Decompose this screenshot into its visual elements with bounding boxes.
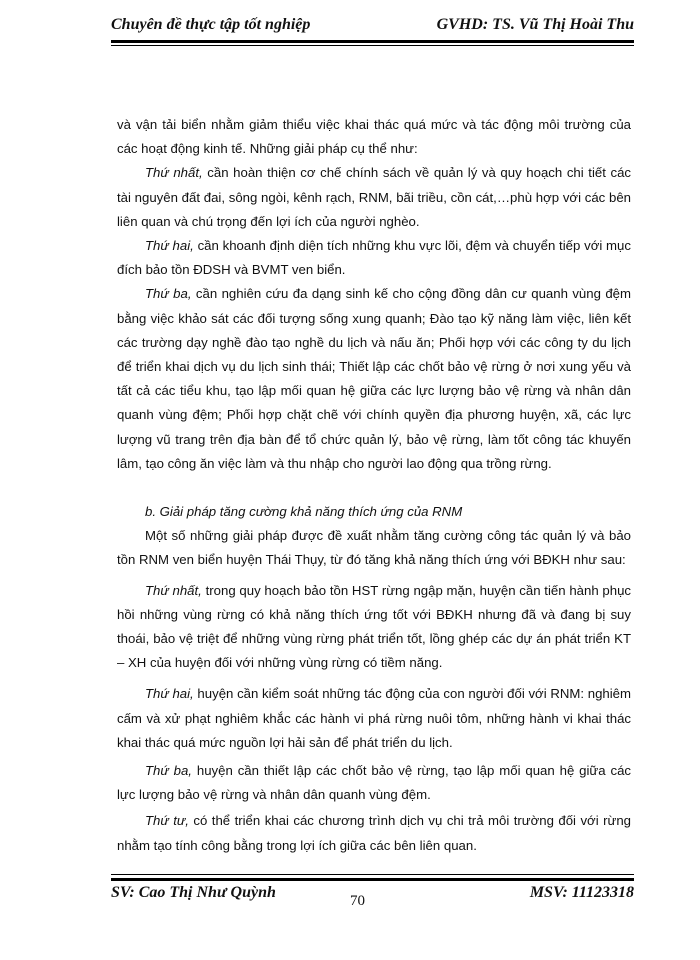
paragraph-label: Thứ hai,	[145, 686, 194, 702]
document-body	[117, 113, 631, 858]
paragraph-section-intro: Một số những giải pháp được đề xuất nhằm tăng cường công tác quản lý và bảo tồn RNM ven biển huyện Thái Thụy, từ đó tăng khả năng thích ứng với BĐKH như sau:	[117, 528, 631, 568]
paragraph-second: Thứ hai, cần khoanh định diện tích những khu vực lõi, đệm và chuyển tiếp với mục đích bảo tồn ĐDSH và BVMT ven biển.	[117, 238, 631, 278]
paragraph-label: Thứ ba,	[145, 763, 192, 779]
header-rule-thick	[111, 40, 634, 43]
page-header	[111, 14, 634, 36]
paragraph-intro: và vận tải biển nhằm giảm thiểu việc khai thác quá mức và tác động môi trường của các hoạt động kinh tế. Những giải pháp cụ thể như:	[117, 117, 631, 157]
header-title: Chuyên đề thực tập tốt nghiệp	[111, 16, 311, 33]
paragraph-label: Thứ ba,	[145, 286, 192, 302]
paragraph-third: Thứ ba, huyện cần thiết lập các chốt bảo vệ rừng, tạo lập mối quan hệ giữa các lực lượng bảo vệ rừng và nhân dân quanh vùng đệm.	[117, 763, 632, 803]
paragraph-fourth: Thứ tư, có thể triển khai các chương trình dịch vụ chi trả môi trường đối với rừng nhằm tạo tính công bằng trong lợi ích giữa các bên liên quan.	[117, 813, 631, 853]
paragraph-first: Thứ nhất, trong quy hoạch bảo tồn HST rừng ngập mặn, huyện cần tiến hành phục hồi những vùng rừng có khả năng thích ứng tốt với BĐKH nhưng đã và đang bị suy thoái, bảo vệ triệt để những vùng rừng phát triển tốt, lồng ghép các dự án phát triển KT – XH của huyện đối với những vùng rừng có tiềm năng.	[117, 582, 632, 671]
paragraph-first: Thứ nhất, cần hoàn thiện cơ chế chính sách về quản lý và quy hoạch chi tiết các tài nguyên đất đai, sông ngòi, kênh rạch, RNM, bãi triều, cồn cát,…phù hợp với các bên liên quan và chú trọng đến lợi ích của người nghèo.	[117, 165, 631, 229]
footer-student: SV: Cao Thị Như Quỳnh	[111, 884, 276, 901]
header-advisor: GVHD: TS. Vũ Thị Hoài Thu	[436, 16, 634, 33]
footer-rule-thick	[111, 878, 634, 881]
footer-rule-thin	[111, 874, 634, 875]
paragraph-label: Thứ nhất,	[145, 582, 202, 598]
paragraph-second: Thứ hai, huyện cần kiểm soát những tác động của con người đối với RNM: nghiêm cấm và xử phạt nghiêm khắc các hành vi phá rừng nuôi tôm, những hành vi khai thác khai thác quá mức nguồn lợi hải sản để phát triển du lịch.	[117, 686, 631, 750]
section-heading: b. Giải pháp tăng cường khả năng thích ứng của RNM	[145, 504, 463, 520]
paragraph-label: Thứ tư,	[145, 813, 189, 829]
page-number: 70	[350, 893, 365, 909]
header-rule-thin	[111, 45, 634, 46]
paragraph-label: Thứ hai,	[145, 238, 194, 254]
paragraph-third: Thứ ba, cần nghiên cứu đa dạng sinh kế cho cộng đồng dân cư quanh vùng đệm bằng việc khảo sát các đối tượng sống xung quanh; Đào tạo kỹ năng làm việc, liên kết các trường dạy nghề đào tạo nghề du lịch và nấu ăn; Phối hợp với các công ty du lịch để triển khai dịch vụ du lịch sinh thái; Thiết lập các chốt bảo vệ rừng ở nơi xung yếu và tất cả các tiểu khu, tạo lập mối quan hệ giữa các lực lượng bảo vệ rừng và nhân dân quanh vùng đệm; Phối hợp chặt chẽ với chính quyền địa phương huyện, xã, các lực lượng vũ trang trên địa bàn để tổ chức quản lý, bảo vệ rừng, làm tốt công tác khuyến lâm, tạo công ăn việc làm và thu nhập cho người lao động qua trồng rừng.	[117, 286, 631, 471]
footer-student-id: MSV: 11123318	[529, 884, 634, 901]
paragraph-label: Thứ nhất,	[145, 165, 203, 181]
